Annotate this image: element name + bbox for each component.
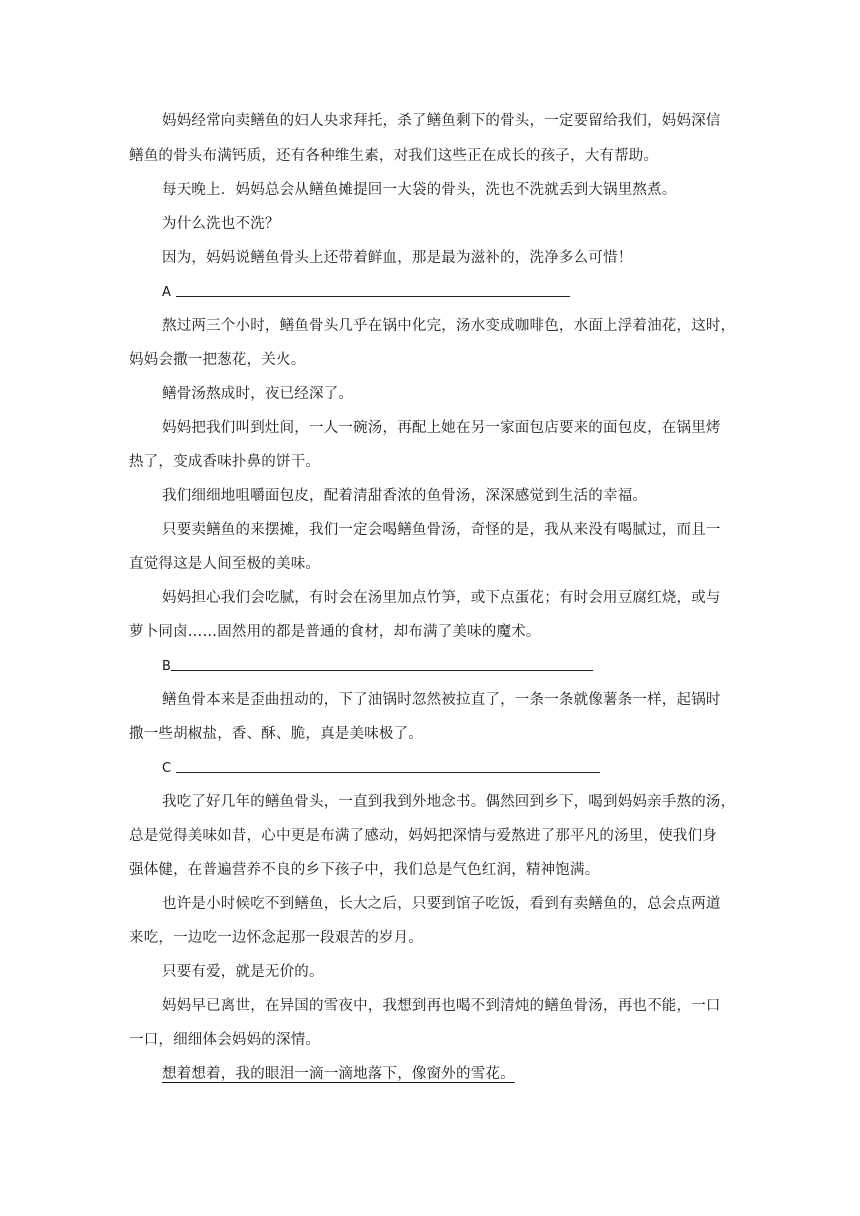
- paragraph-3-line-1: 为什么洗也不洗？: [162, 216, 280, 232]
- paragraph-9-line-1: 只要卖鳝鱼的来摆摊，我们一定会喝鳝鱼骨汤，奇怪的是，我从来没有喝腻过，而且一: [162, 522, 721, 538]
- paragraph-7-line-1: 妈妈把我们叫到灶间，一人一碗汤，再配上她在另一家面包店要来的面包皮，在锅里烤: [162, 420, 721, 436]
- paragraph-15-line-1: 妈妈早已离世，在异国的雪夜中，我想到再也喝不到清炖的鳝鱼骨汤，再也不能，一口: [162, 998, 721, 1014]
- blank-c-label: C: [162, 761, 172, 776]
- paragraph-12-line-1: 我吃了好几年的鳝鱼骨头，一直到我到外地念书。偶然回到乡下，喝到妈妈亲手熬的汤，: [162, 794, 736, 810]
- paragraph-10-line-2: 萝卜同卤……固然用的都是普通的食材，却布满了美味的魔术。: [129, 624, 541, 640]
- blank-c-line[interactable]: [176, 772, 600, 773]
- paragraph-15-line-2: 一口，细细体会妈妈的深情。: [129, 1032, 321, 1048]
- paragraph-2-line-1: 每天晚上．妈妈总会从鳝鱼摊提回一大袋的骨头，洗也不洗就丢到大锅里熬煮。: [162, 182, 677, 198]
- paragraph-13-line-2: 来吃，一边吃一边怀念起那一段艰苦的岁月。: [129, 930, 423, 946]
- paragraph-6-line-1: 鳝骨汤熬成时，夜已经深了。: [162, 386, 354, 402]
- paragraph-12-line-2: 总是觉得美味如昔，心中更是布满了感动，妈妈把深情与爱熬进了那平凡的汤里，使我们身: [129, 828, 717, 844]
- blank-b-label: B: [162, 659, 171, 674]
- blank-a-line[interactable]: [176, 296, 570, 297]
- paragraph-11-line-2: 撒一些胡椒盐，香、酥、脆，真是美味极了。: [129, 726, 423, 742]
- paragraph-13-line-1: 也许是小时候吃不到鳝鱼，长大之后，只要到馆子吃饭，看到有卖鳝鱼的，总会点两道: [162, 896, 721, 912]
- paragraph-7-line-2: 热了，变成香味扑鼻的饼干。: [129, 454, 321, 470]
- paragraph-1-line-2: 鳝鱼的骨头布满钙质，还有各种维生素，对我们这些正在成长的孩子，大有帮助。: [129, 148, 659, 164]
- paragraph-16-underlined-line: 想着想着，我的眼泪一滴一滴地落下，像窗外的雪花。: [162, 1066, 515, 1082]
- paragraph-1-line-1: 妈妈经常向卖鳝鱼的妇人央求拜托，杀了鳝鱼剩下的骨头，一定要留给我们，妈妈深信: [162, 113, 721, 129]
- paragraph-10-line-1: 妈妈担心我们会吃腻，有时会在汤里加点竹笋，或下点蛋花；有时会用豆腐红烧，或与: [162, 590, 721, 606]
- blank-a: [162, 282, 171, 303]
- paragraph-4-line-1: 因为，妈妈说鳝鱼骨头上还带着鲜血，那是最为滋补的，洗净多么可惜！: [162, 250, 633, 266]
- blank-c: [162, 758, 171, 779]
- blank-a-label: A: [162, 285, 171, 300]
- blank-b-line[interactable]: [171, 670, 593, 671]
- paragraph-11-line-1: 鳝鱼骨本来是歪曲扭动的，下了油锅时忽然被拉直了，一条一条就像薯条一样，起锅时: [162, 692, 721, 708]
- paragraph-14-line-1: 只要有爱，就是无价的。: [162, 964, 324, 980]
- paragraph-5-line-1: 熬过两三个小时，鳝鱼骨头几乎在锅中化完，汤水变成咖啡色，水面上浮着油花，这时，: [162, 318, 736, 334]
- paragraph-8-line-1: 我们细细地咀嚼面包皮，配着清甜香浓的鱼骨汤，深深感觉到生活的幸福。: [162, 488, 648, 504]
- blank-b: [162, 656, 171, 677]
- paragraph-5-line-2: 妈妈会撒一把葱花，关火。: [129, 352, 306, 368]
- paragraph-12-line-3: 强体健，在普遍营养不良的乡下孩子中，我们总是气色红润，精神饱满。: [129, 862, 600, 878]
- paragraph-9-line-2: 直觉得这是人间至极的美味。: [129, 556, 321, 572]
